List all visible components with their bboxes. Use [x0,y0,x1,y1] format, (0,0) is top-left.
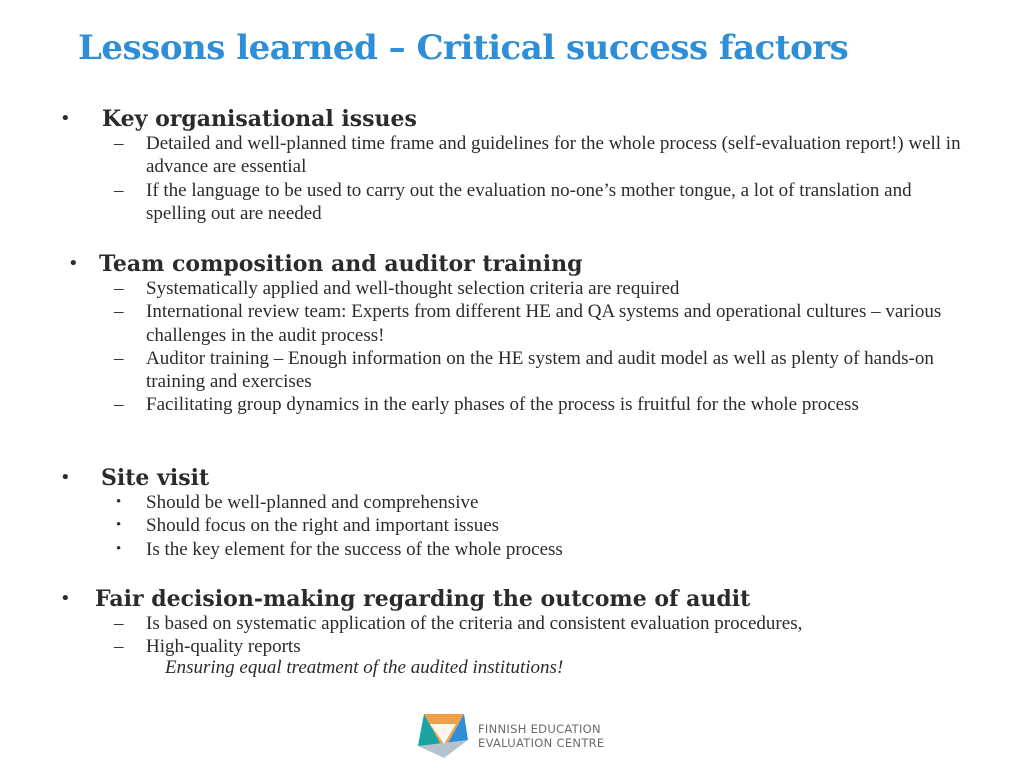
item-text: International review team: Experts from different HE and QA systems and operational cultures – various challenges in the audit process! [146,301,942,346]
section-organisational-issues [0,106,1000,225]
heading-text: Team composition and auditor training [99,251,583,277]
list-item [0,347,966,394]
item-text: Is the key element for the success of the whole process [146,538,563,560]
page-title: Lessons learned – Critical success factors [78,28,849,68]
item-text: High-quality reports [146,636,301,658]
emphasis-note: Ensuring equal treatment of the audited institutions! [165,657,564,678]
list-item [0,612,976,635]
bullet-icon: • [60,108,71,129]
section-team-composition [0,251,1000,417]
logo-line-2: EVALUATION CENTRE [478,736,605,750]
section-fair-decision-making [0,586,1000,659]
section-heading [0,251,1000,277]
item-text: Facilitating group dynamics in the early phases of the process is fruitful for the whole process [146,394,859,416]
logo-line-1: FINNISH EDUCATION [478,722,601,736]
bullet-icon: • [68,253,79,274]
list-item [0,277,966,300]
dash-icon: – [114,613,124,634]
dash-icon: – [114,278,124,299]
fineec-logo-icon [416,710,476,762]
item-text: Should be well-planned and comprehensive [146,492,479,513]
bullet-icon: • [116,494,122,510]
dash-icon: – [114,636,124,658]
list-item [0,300,966,347]
bullet-icon: • [116,540,122,557]
item-text: If the language to be used to carry out the evaluation no-one’s mother tongue, a lot of translation and spelling out are needed [146,179,912,224]
dash-icon: – [114,394,124,416]
item-text: Systematically applied and well-thought selection criteria are required [146,278,680,299]
list-item [0,538,966,561]
item-text: Is based on systematic application of the criteria and consistent evaluation procedures, [146,613,803,634]
section-heading [0,106,1000,132]
list-item [0,179,966,226]
list-item [0,132,966,179]
section-heading [0,465,1000,491]
section-heading [0,586,1000,612]
dash-icon: – [114,133,124,154]
dash-icon: – [114,347,124,369]
list-item [0,635,966,658]
dash-icon: – [114,301,124,323]
list-item [0,491,966,514]
list-item [0,393,966,416]
item-text: Should focus on the right and important issues [146,515,500,537]
heading-text: Site visit [101,465,210,491]
list-item [0,514,966,537]
dash-icon: – [114,179,124,201]
heading-text: Key organisational issues [102,106,417,132]
item-text: Detailed and well-planned time frame and guidelines for the whole process (self-evaluation report!) well in advance are essential [146,133,961,178]
bullet-icon: • [60,588,71,609]
logo-text [478,722,605,750]
heading-text: Fair decision-making regarding the outcome of audit [95,586,751,612]
item-text: Auditor training – Enough information on the HE system and audit model as well as plenty of hands-on training and exercises [146,347,934,393]
bullet-icon: • [116,517,122,534]
section-site-visit [0,465,1000,561]
bullet-icon: • [60,467,71,488]
